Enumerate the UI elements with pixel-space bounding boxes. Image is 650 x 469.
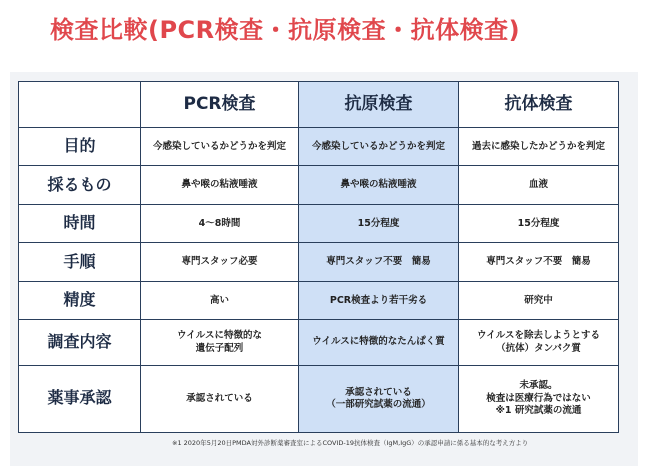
header-row [19,82,619,128]
table-row-procedure [19,243,619,281]
cell-target-antigen [299,320,459,365]
cell-approval-antibody [459,365,619,432]
cell-text-line: ウイルスに特徴的なたんぱく質 [312,336,445,348]
cell-text-line: 高い [209,294,229,306]
cell-text-line: 検査は医療行為ではない [486,392,591,404]
table-row-target [19,320,619,365]
cell-purpose-pcr [141,128,299,166]
row-label-time: 時間 [19,204,141,242]
cell-procedure-pcr [141,243,299,281]
cell-text-line: 承認されている [345,386,412,398]
table-row-time [19,204,619,242]
header-antibody: 抗体検査 [459,82,619,128]
cell-sample-antigen [299,166,459,204]
header-antigen: 抗原検査 [299,82,459,128]
cell-text-line: ウイルスを除去しようとする [477,330,600,342]
cell-purpose-antibody [459,128,619,166]
cell-text-line: ウイルスに特徴的な [177,330,262,342]
cell-sample-antibody [459,166,619,204]
cell-text-line: 今感染しているかどうかを判定 [152,140,286,152]
cell-text-line: 15分程度 [357,217,400,229]
cell-text-line: 15分程度 [517,217,560,229]
cell-text-line: 承認されている [186,392,253,404]
cell-text-line: 今感染しているかどうかを判定 [311,140,445,152]
cell-time-antigen [299,204,459,242]
cell-text-line: 過去に感染したかどうかを判定 [471,140,605,152]
cell-text-line: （一部研究試薬の流通） [326,398,431,410]
comparison-table [18,81,619,433]
cell-text-line: PCR検査より若干劣る [329,294,428,306]
footnote: ※1 2020年5月20日PMDA対外診断薬審査室によるCOVID-19抗体検査（IgM,IgG）の承認申請に係る基本的な考え方より [172,439,529,447]
cell-accuracy-antibody [459,281,619,319]
header-corner [19,82,141,128]
cell-text-line: 遺伝子配列 [195,342,244,354]
cell-text-line: ※1 研究試薬の流通 [495,405,582,417]
cell-text-line: 未承認。 [519,380,558,392]
page-title: 検査比較(PCR検査・抗原検査・抗体検査) [50,16,521,44]
cell-text-line: 専門スタッフ不要 簡易 [326,256,431,268]
cell-time-antibody [459,204,619,242]
cell-text-line: 研究中 [524,294,553,306]
cell-target-antibody [459,320,619,365]
cell-approval-pcr [141,365,299,432]
cell-procedure-antigen [299,243,459,281]
cell-text-line: 鼻や喉の粘液唾液 [340,179,417,191]
cell-text-line: 専門スタッフ不要 簡易 [486,256,591,268]
cell-text-line: 4～8時間 [198,217,241,229]
row-label-procedure: 手順 [19,243,141,281]
table-row-sample [19,166,619,204]
cell-accuracy-antigen [299,281,459,319]
row-label-accuracy: 精度 [19,281,141,319]
table-row-approval [19,365,619,432]
row-label-sample: 採るもの [19,166,141,204]
row-label-target: 調査内容 [19,320,141,365]
cell-approval-antigen [299,365,459,432]
cell-time-pcr [141,204,299,242]
cell-text-line: 専門スタッフ必要 [181,256,258,268]
row-label-purpose: 目的 [19,128,141,166]
header-pcr: PCR検査 [141,82,299,128]
cell-procedure-antibody [459,243,619,281]
cell-accuracy-pcr [141,281,299,319]
row-label-approval: 薬事承認 [19,365,141,432]
cell-purpose-antigen [299,128,459,166]
cell-sample-pcr [141,166,299,204]
table-row-purpose [19,128,619,166]
cell-text-line: 血液 [528,179,548,191]
cell-text-line: 鼻や喉の粘液唾液 [181,179,258,191]
cell-target-pcr [141,320,299,365]
cell-text-line: （抗体）タンパク質 [496,342,581,354]
table-row-accuracy [19,281,619,319]
